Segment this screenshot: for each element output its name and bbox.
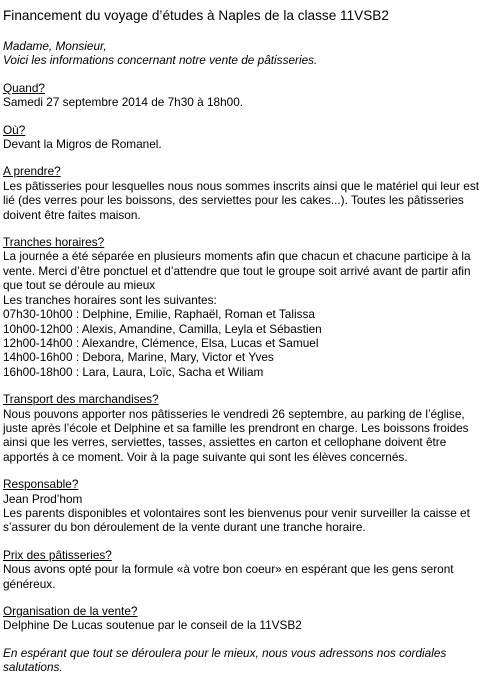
section-organisation [3, 604, 481, 633]
time-slot: 07h30-10h00 : Delphine, Emilie, Raphaël, Roman et Talissa [3, 307, 315, 322]
section-text-a-prendre: Les pâtisseries pour lesquelles nous nous sommes inscrits ainsi que le matériel qui leur est lié (des verres pour les boissons, des serviettes pour les cakes...). Toutes les pâtisseries doivent être faites maison. [3, 178, 480, 222]
section-text-transport: Nous pouvons apporter nos pâtisseries le vendredi 26 septembre, au parking de l’église, juste après l’école et Delphine et sa famille les prendront en charge. Les boissons froides ainsi que les verres, serviettes, tasses, assiettes en carton et cellophane doivent être apportés à ce moment. Voir à la page suivante qui sont les élèves concernés. [3, 406, 469, 464]
section-transport [3, 392, 481, 464]
section-text-organisation: Delphine De Lucas soutenue par le conseil de la 11VSB2 [3, 618, 302, 633]
responsable-name: Jean Prod’hom [3, 491, 83, 506]
section-heading-ou: Où? [3, 122, 26, 137]
section-text-responsable: Les parents disponibles et volontaires sont les bienvenus pour venir surveiller la caisse et s’assurer du bon déroulement de la vente durant une tranche horaire. [3, 505, 470, 535]
section-prix [3, 548, 481, 591]
time-slot: 12h00-14h00 : Alexandre, Clémence, Elsa, Lucas et Samuel [3, 335, 319, 350]
section-text-quand: Samedi 27 septembre 2014 de 7h30 à 18h00. [3, 95, 244, 110]
time-slot: 10h00-12h00 : Alexis, Amandine, Camilla, Leyla et Sébastien [3, 321, 322, 336]
section-heading-a-prendre: A prendre? [3, 164, 61, 179]
section-text-ou: Devant la Migros de Romanel. [3, 137, 162, 152]
section-heading-responsable: Responsable? [3, 477, 79, 492]
section-heading-organisation: Organisation de la vente? [3, 604, 138, 618]
section-quand [3, 81, 481, 110]
intro-greeting: Madame, Monsieur, [3, 39, 107, 53]
section-a-prendre [3, 164, 481, 222]
section-text-tranches: La journée a été séparée en plusieurs moments afin que chacun et chacune participe à la vente. Merci d’être ponctuel et d’attendre que tout le groupe soit arrivé avant de partir afin que tout se déroule au mieux [3, 249, 471, 293]
section-tranches-horaires [3, 235, 481, 379]
slots-intro: Les tranches horaires sont les suivantes: [3, 292, 217, 307]
section-heading-quand: Quand? [3, 80, 45, 95]
section-heading-tranches: Tranches horaires? [3, 235, 105, 250]
time-slot-list [3, 307, 481, 379]
section-ou [3, 123, 481, 152]
section-text-prix: Nous avons opté pour la formule «à votre bon coeur» en espérant que les gens seront généreux. [3, 562, 454, 591]
document-title: Financement du voyage d’études à Naples de la classe 11VSB2 [3, 8, 389, 23]
time-slot: 16h00-18h00 : Lara, Laura, Loïc, Sacha et Wiliam [3, 364, 264, 379]
section-heading-transport: Transport des marchandises? [3, 392, 159, 407]
intro-text: Voici les informations concernant notre vente de pâtisseries. [3, 53, 318, 68]
intro [3, 39, 481, 68]
time-slot: 14h00-16h00 : Debora, Marine, Mary, Victor et Yves [3, 350, 274, 365]
section-heading-prix: Prix des pâtisseries? [3, 547, 112, 562]
section-responsable [3, 477, 481, 535]
closing-text: En espérant que tout se déroulera pour le mieux, nous vous adressons nos cordiales salutations. [3, 645, 447, 675]
